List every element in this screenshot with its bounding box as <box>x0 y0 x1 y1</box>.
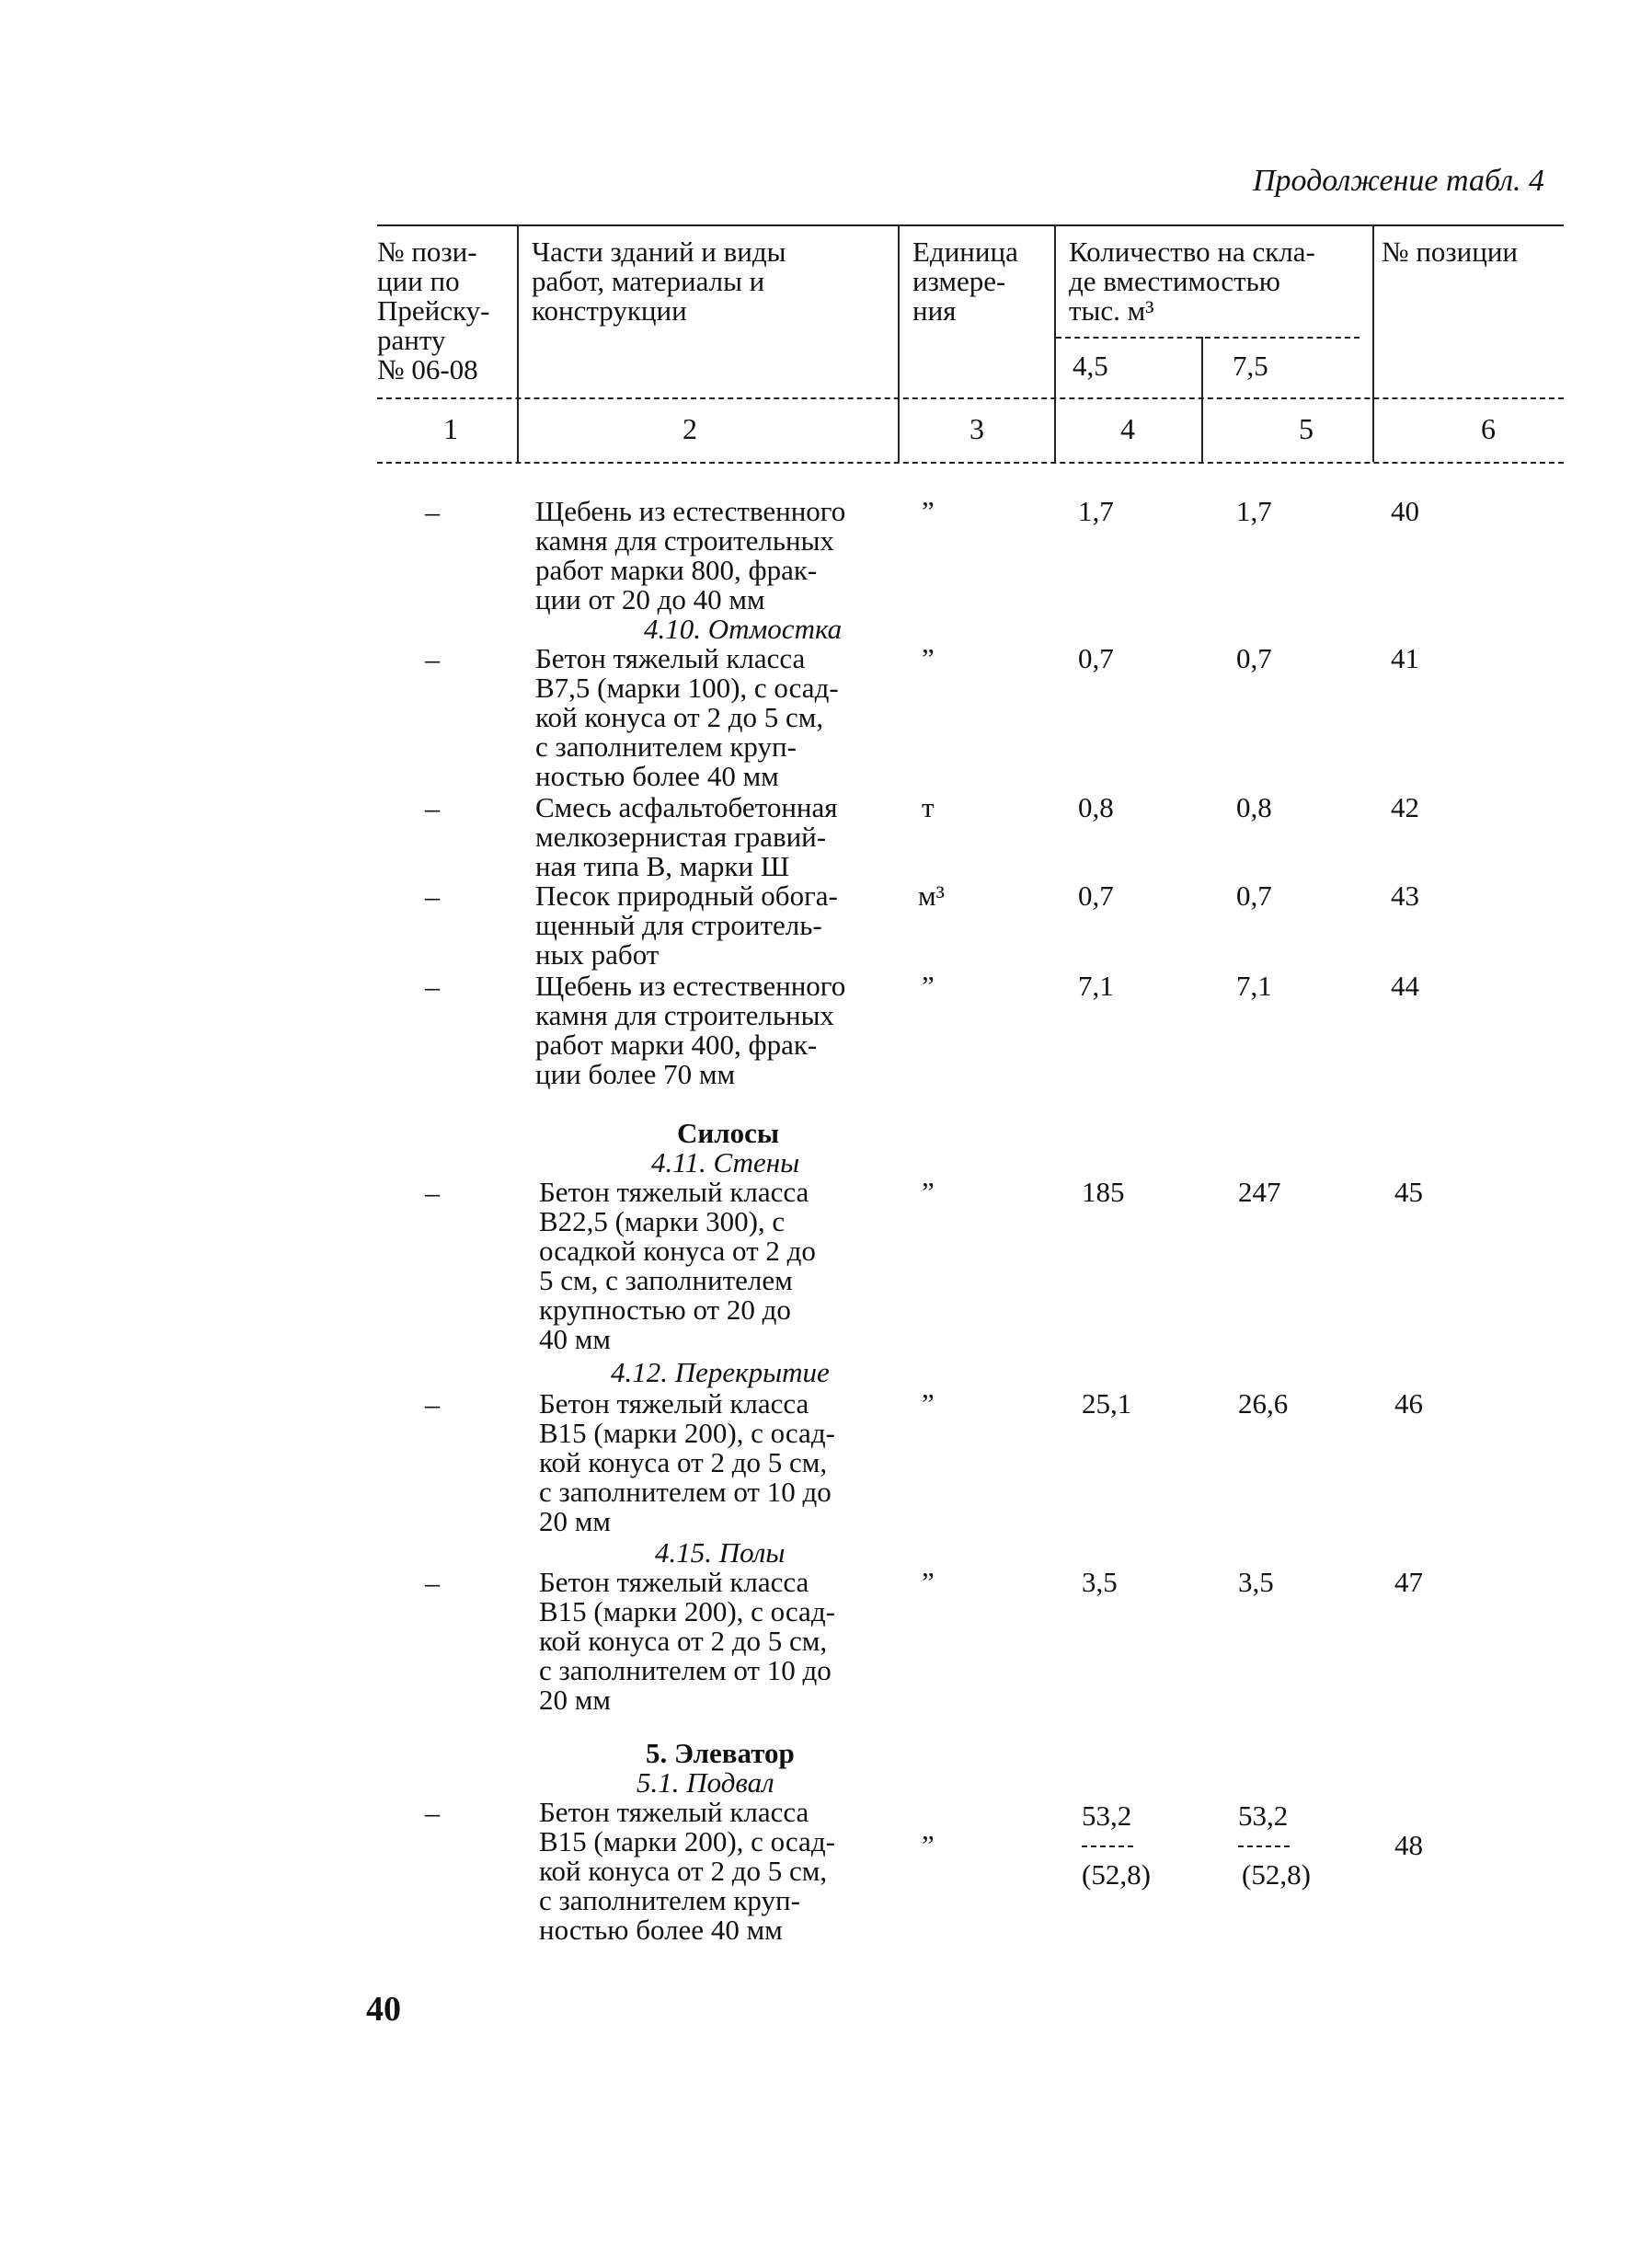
row-unit: т <box>922 791 935 823</box>
row-description: Щебень из естественного камня для строительных работ марки 800, фрак- ции от 20 до 40 мм <box>535 495 846 615</box>
row-value-col4: 53,2 <box>1082 1799 1132 1832</box>
row-value-col5: 53,2 <box>1238 1799 1289 1832</box>
header-top-rule <box>377 224 1564 226</box>
row-value-col4: 25,1 <box>1082 1387 1132 1420</box>
row-value-col4: 1,7 <box>1078 495 1114 527</box>
row-unit: ” <box>922 642 935 674</box>
row-dash: – <box>425 495 440 528</box>
col-divider-4 <box>1201 337 1203 462</box>
row-description: Бетон тяжелый класса В15 (марки 200), с осад- кой конуса от 2 до 5 см, с заполнителем от 10 до 20 мм <box>539 1387 835 1537</box>
row-position: 48 <box>1394 1829 1423 1861</box>
header-bottom-rule <box>377 397 1564 399</box>
row-dash: – <box>425 1796 440 1829</box>
col-number-4: 4 <box>1120 412 1135 445</box>
fraction-bar-col5 <box>1238 1845 1290 1847</box>
row-value-col4: 0,7 <box>1078 880 1114 912</box>
row-unit: ” <box>922 495 935 527</box>
row-dash: – <box>425 1176 440 1209</box>
header-col1: № пози- ции по Прейску- ранту № 06-08 <box>377 236 490 385</box>
section-heading: 4.10. Отмостка <box>644 613 843 645</box>
row-position: 43 <box>1391 880 1419 912</box>
row-position: 42 <box>1391 791 1419 823</box>
row-value-col5: 26,6 <box>1238 1387 1289 1420</box>
row-position: 46 <box>1394 1387 1423 1420</box>
row-dash: – <box>425 970 440 1003</box>
row-value-col5: 247 <box>1238 1176 1281 1208</box>
group-heading: 5. Элеватор <box>646 1737 795 1769</box>
col-divider-5 <box>1372 224 1374 462</box>
col-number-1: 1 <box>443 412 458 445</box>
row-value-col5: 3,5 <box>1238 1566 1274 1598</box>
section-heading: 4.11. Стены <box>651 1146 800 1178</box>
row-dash: – <box>425 1387 440 1420</box>
section-heading: 5.1. Подвал <box>637 1766 774 1799</box>
col-number-6: 6 <box>1481 412 1496 445</box>
row-value-col5: 1,7 <box>1236 495 1272 527</box>
header-col3: Единица измере- ния <box>912 236 1018 327</box>
col-number-3: 3 <box>969 412 984 445</box>
row-value-col5: 0,8 <box>1236 791 1272 823</box>
row-position: 47 <box>1394 1566 1423 1598</box>
row-position: 44 <box>1391 970 1419 1002</box>
row-description: Щебень из естественного камня для строительных работ марки 400, фрак- ции более 70 мм <box>535 970 846 1090</box>
col-number-2: 2 <box>683 412 697 445</box>
row-value-col5: 0,7 <box>1236 642 1272 674</box>
row-unit: ” <box>922 1829 935 1861</box>
row-value-col5-denominator: (52,8) <box>1242 1858 1311 1891</box>
header-col4: 4,5 <box>1073 350 1108 382</box>
row-description: Бетон тяжелый класса В15 (марки 200), с осад- кой конуса от 2 до 5 см, с заполнителем круп- ностью более 40 мм <box>539 1796 835 1946</box>
header-sub-rule <box>1056 337 1359 339</box>
row-value-col4: 0,7 <box>1078 642 1114 674</box>
row-dash: – <box>425 642 440 675</box>
row-dash: – <box>425 791 440 824</box>
header-col6: № позиции <box>1382 236 1519 268</box>
col-divider-2 <box>898 224 900 462</box>
row-description: Бетон тяжелый класса В22,5 (марки 300), с осадкой конуса от 2 до 5 см, с заполнителем крупностью от 20 до 40 мм <box>539 1176 816 1355</box>
header-col45: Количество на скла- де вместимостью тыс. м³ <box>1069 236 1315 327</box>
row-value-col4: 0,8 <box>1078 791 1114 823</box>
row-dash: – <box>425 880 440 913</box>
row-value-col4: 3,5 <box>1082 1566 1118 1598</box>
row-value-col4: 7,1 <box>1078 970 1114 1002</box>
row-unit: м³ <box>918 880 945 912</box>
row-position: 40 <box>1391 495 1419 527</box>
header-col2: Части зданий и виды работ, материалы и конструкции <box>532 236 786 327</box>
numbers-bottom-rule <box>377 462 1564 464</box>
fraction-bar-col4 <box>1082 1845 1133 1847</box>
row-unit: ” <box>922 1387 935 1420</box>
col-number-5: 5 <box>1299 412 1314 445</box>
section-heading: 4.15. Полы <box>655 1536 786 1569</box>
row-unit: ” <box>922 1176 935 1208</box>
row-value-col4: 185 <box>1082 1176 1125 1208</box>
row-value-col5: 7,1 <box>1236 970 1272 1002</box>
row-description: Смесь асфальтобетонная мелкозернистая гравий- ная типа В, марки Ш <box>535 791 838 882</box>
row-value-col5: 0,7 <box>1236 880 1272 912</box>
page-number: 40 <box>366 1990 401 2029</box>
group-heading: Силосы <box>677 1117 780 1149</box>
row-unit: ” <box>922 970 935 1002</box>
row-value-col4-denominator: (52,8) <box>1082 1858 1151 1891</box>
table-continuation-caption: Продолжение табл. 4 <box>1253 164 1545 198</box>
col-divider-3 <box>1054 224 1056 462</box>
row-position: 45 <box>1394 1176 1423 1208</box>
row-description: Бетон тяжелый класса В7,5 (марки 100), с осад- кой конуса от 2 до 5 см, с заполнителем круп- ностью более 40 мм <box>535 642 839 792</box>
section-heading: 4.12. Перекрытие <box>611 1356 830 1388</box>
row-description: Песок природный обога- щенный для строитель- ных работ <box>535 880 838 971</box>
row-description: Бетон тяжелый класса В15 (марки 200), с осад- кой конуса от 2 до 5 см, с заполнителем от 10 до 20 мм <box>539 1566 835 1716</box>
row-position: 41 <box>1391 642 1419 674</box>
col-divider-1 <box>517 224 519 462</box>
header-col5: 7,5 <box>1233 350 1268 382</box>
row-unit: ” <box>922 1566 935 1598</box>
row-dash: – <box>425 1566 440 1599</box>
